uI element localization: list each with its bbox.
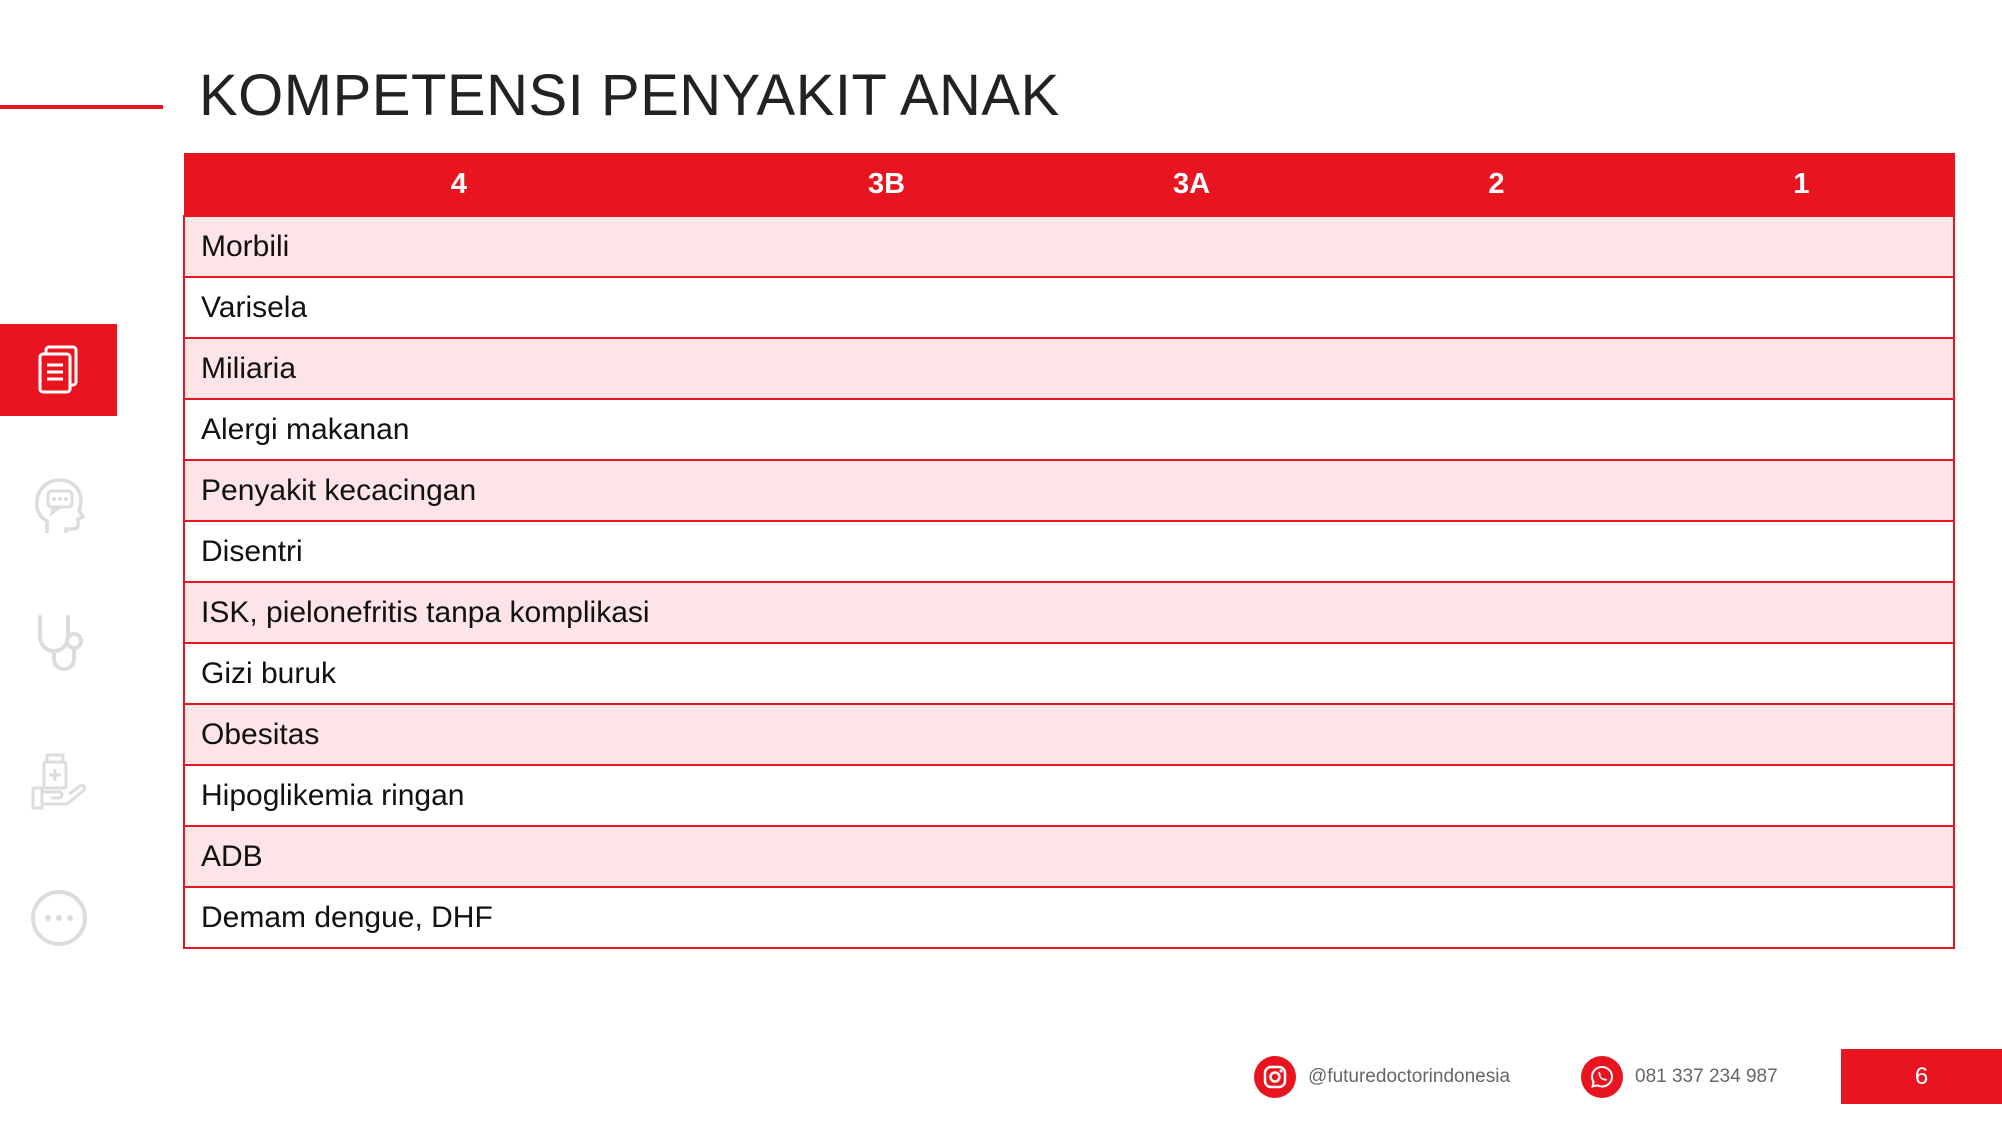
table-row <box>184 399 1954 460</box>
more-icon <box>30 889 88 947</box>
header-level-4: 4 <box>184 154 734 217</box>
disease-name: Gizi buruk <box>184 643 734 704</box>
header-level-3a: 3A <box>1039 154 1344 217</box>
disease-name: Morbili <box>184 216 734 277</box>
disease-name: Alergi makanan <box>184 399 734 460</box>
table-row <box>184 765 1954 826</box>
table-row <box>184 704 1954 765</box>
disease-name: Miliaria <box>184 338 734 399</box>
table-row <box>184 643 1954 704</box>
table-row <box>184 338 1954 399</box>
whatsapp-number: 081 337 234 987 <box>1635 1066 1778 1087</box>
table-row <box>184 277 1954 338</box>
stethoscope-icon <box>32 613 86 673</box>
page-title: KOMPETENSI PENYAKIT ANAK <box>199 63 1060 128</box>
sidebar-item-medicine[interactable] <box>0 735 117 827</box>
sidebar-item-more[interactable] <box>0 872 117 964</box>
disease-name: Obesitas <box>184 704 734 765</box>
header-level-1: 1 <box>1649 154 1954 217</box>
instagram-icon <box>1254 1056 1296 1098</box>
sidebar-item-stethoscope[interactable] <box>0 597 117 689</box>
disease-name: ADB <box>184 826 734 887</box>
sidebar-item-document[interactable] <box>0 324 117 416</box>
table-row <box>184 216 1954 277</box>
table-row <box>184 826 1954 887</box>
page-number: 6 <box>1841 1049 2002 1104</box>
disease-name: Demam dengue, DHF <box>184 887 734 948</box>
header-level-3b: 3B <box>734 154 1039 217</box>
whatsapp-icon <box>1581 1056 1623 1098</box>
table-row <box>184 460 1954 521</box>
table-row <box>184 887 1954 948</box>
disease-name: Hipoglikemia ringan <box>184 765 734 826</box>
disease-name: ISK, pielonefritis tanpa komplikasi <box>184 582 734 643</box>
head-chat-icon <box>33 477 85 537</box>
table-header-row <box>184 154 1954 217</box>
instagram-handle: @futuredoctorindonesia <box>1308 1066 1511 1087</box>
table-row <box>184 521 1954 582</box>
table-row <box>184 582 1954 643</box>
document-icon <box>37 345 81 395</box>
disease-name: Disentri <box>184 521 734 582</box>
footer-whatsapp[interactable] <box>1581 1056 1778 1098</box>
footer-instagram[interactable] <box>1254 1056 1510 1098</box>
disease-name: Varisela <box>184 277 734 338</box>
sidebar-item-consult[interactable] <box>0 461 117 553</box>
disease-name: Penyakit kecacingan <box>184 460 734 521</box>
sidebar-nav <box>0 0 130 1128</box>
competency-table <box>183 153 1953 949</box>
header-level-2: 2 <box>1344 154 1649 217</box>
medicine-hand-icon <box>31 752 87 810</box>
